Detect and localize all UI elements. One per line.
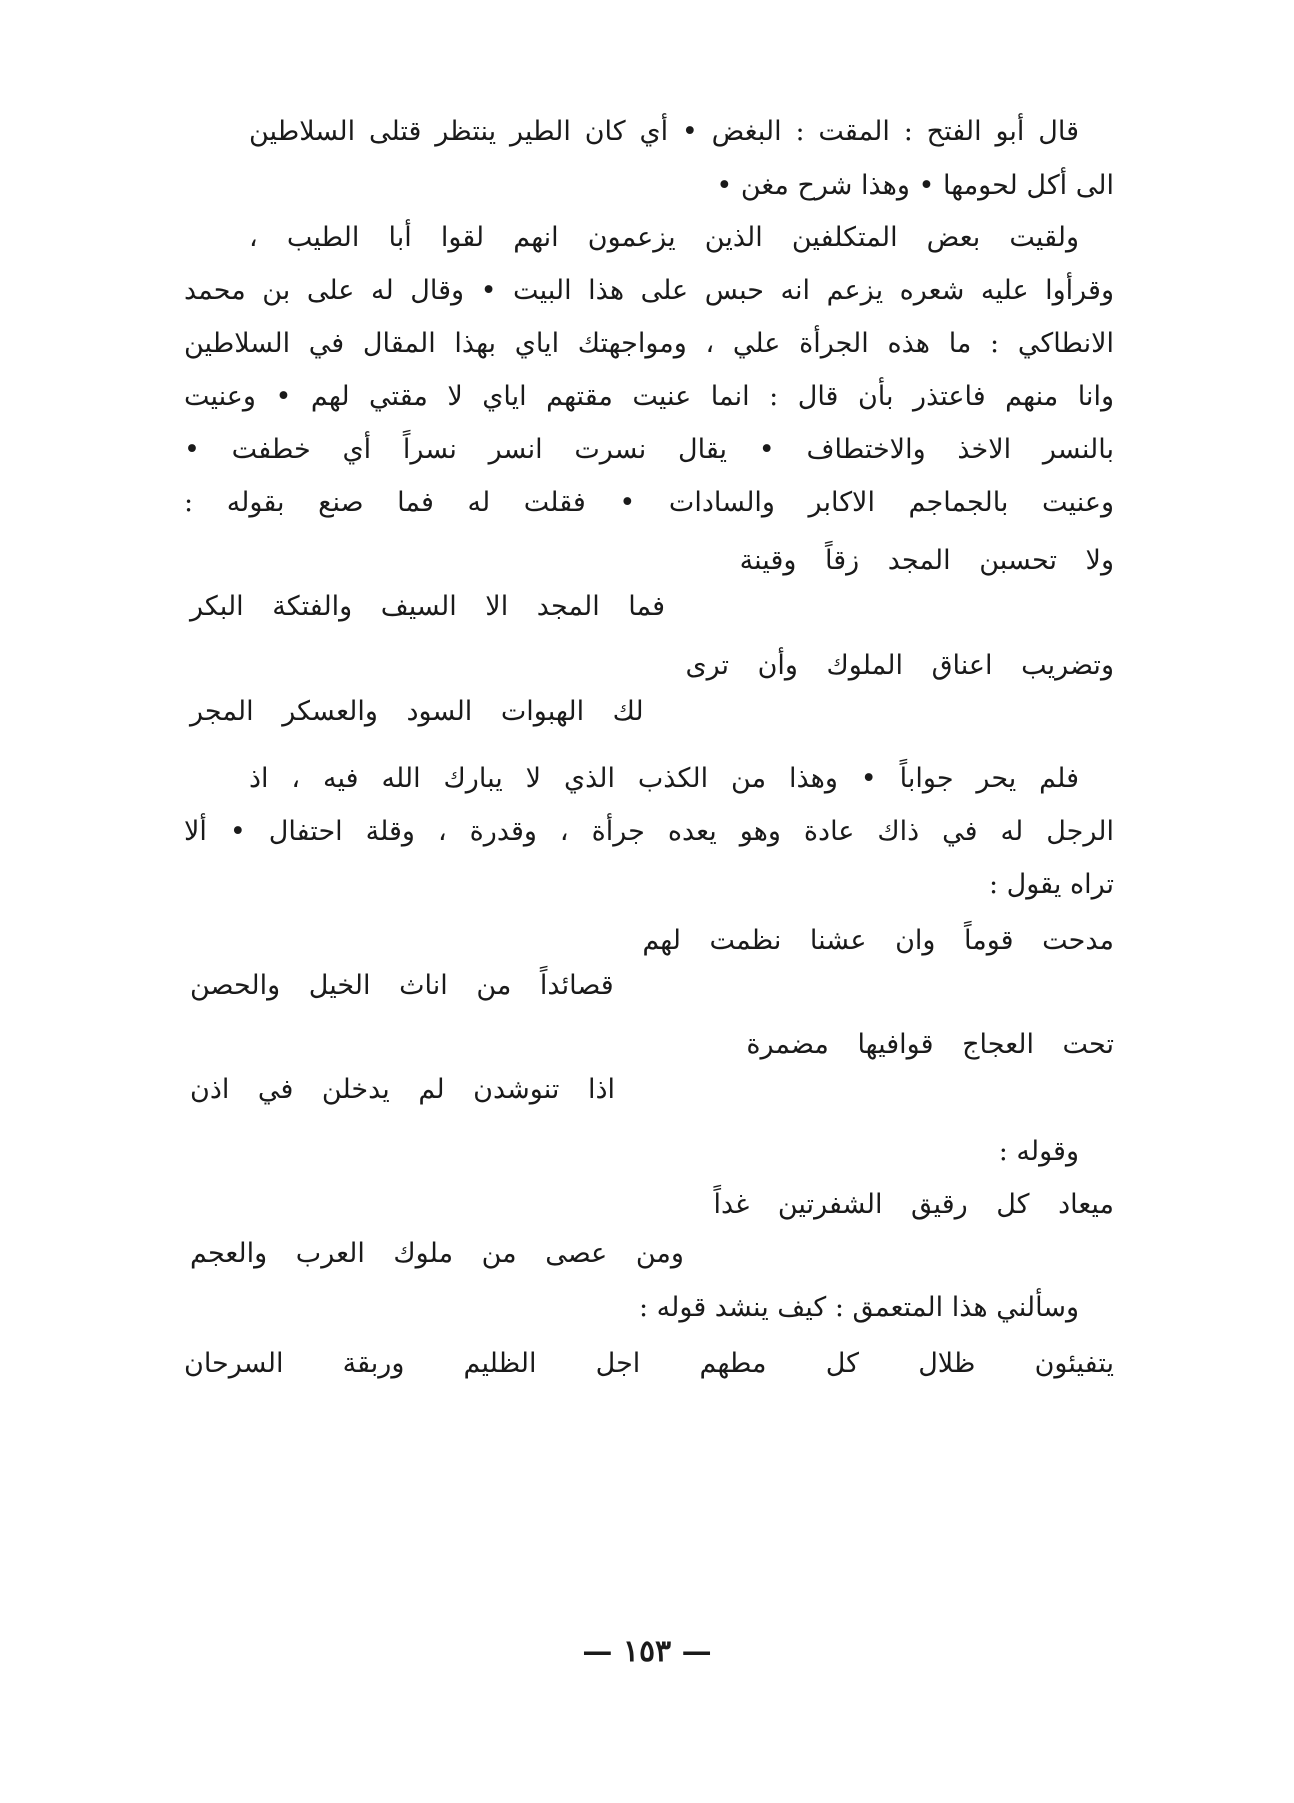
text-line-2: الى أكل لحومها • وهذا شرح مغن •	[716, 170, 1114, 201]
verse-2-hemistich-1: وتضريب اعناق الملوك وأن ترى	[685, 650, 1114, 681]
text-line-6: وانا منهم فاعتذر بأن قال : انما عنيت مقتهم اياي لا مقتي لهم • وعنيت	[184, 381, 1114, 412]
text-line-4: وقرأوا عليه شعره يزعم انه حبس على هذا البيت • وقال له على بن محمد	[184, 275, 1114, 306]
text-line-12: وقوله :	[998, 1136, 1079, 1167]
text-line-13: وسألني هذا المتعمق : كيف ينشد قوله :	[638, 1292, 1079, 1323]
verse-4-hemistich-1: تحت العجاج قوافيها مضمرة	[746, 1029, 1114, 1060]
text-line-14: يتفيئون ظلال كل مطهم اجل الظليم وربقة السرحان	[184, 1348, 1114, 1379]
verse-5-hemistich-1: ميعاد كل رقيق الشفرتين غداً	[713, 1189, 1114, 1220]
verse-1-hemistich-2: فما المجد الا السيف والفتكة البكر	[190, 591, 666, 622]
text-line-3: ولقيت بعض المتكلفين الذين يزعمون انهم لقوا أبا الطيب ،	[249, 222, 1079, 253]
verse-4-hemistich-2: اذا تنوشدن لم يدخلن في اذن	[190, 1074, 616, 1105]
verse-2-hemistich-2: لك الهبوات السود والعسكر المجر	[190, 696, 644, 727]
verse-5-hemistich-2: ومن عصى من ملوك العرب والعجم	[190, 1238, 684, 1269]
verse-1-hemistich-1: ولا تحسبن المجد زقاً وقينة	[739, 545, 1114, 576]
text-line-1: قال أبو الفتح : المقت : البغض • أي كان الطير ينتظر قتلى السلاطين	[249, 116, 1079, 147]
verse-3-hemistich-2: قصائداً من اناث الخيل والحصن	[190, 970, 614, 1001]
text-line-7: بالنسر الاخذ والاختطاف • يقال نسرت انسر نسراً أي خطفت •	[184, 434, 1114, 465]
verse-3-hemistich-1: مدحت قوماً وان عشنا نظمت لهم	[642, 925, 1114, 956]
text-line-9: فلم يحر جواباً • وهذا من الكذب الذي لا يبارك الله فيه ، اذ	[249, 763, 1079, 794]
text-line-8: وعنيت بالجماجم الاكابر والسادات • فقلت له فما صنع بقوله :	[184, 487, 1114, 518]
text-line-10: الرجل له في ذاك عادة وهو يعده جرأة ، وقدرة ، وقلة احتفال • ألا	[184, 816, 1114, 847]
text-line-11: تراه يقول :	[988, 869, 1114, 900]
text-line-5: الانطاكي : ما هذه الجرأة علي ، ومواجهتك اياي بهذا المقال في السلاطين	[184, 328, 1114, 359]
page-number: — ١٥٣ —	[582, 1634, 712, 1669]
